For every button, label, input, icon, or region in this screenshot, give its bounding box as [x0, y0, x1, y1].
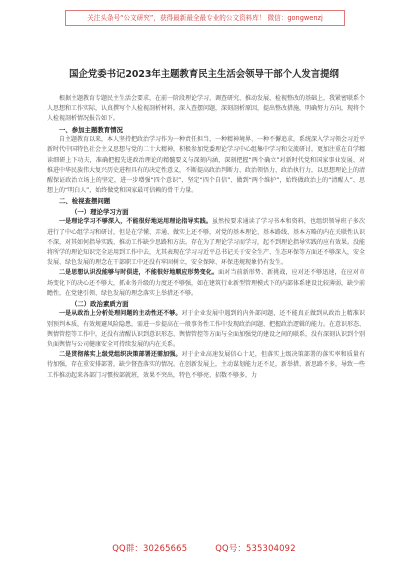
problem-item-1 — [47, 217, 365, 268]
problem-item-3 — [47, 309, 365, 350]
problem-item-2 — [47, 268, 365, 299]
footer-qq-number: QQ号：535304092 — [215, 543, 296, 553]
problem-item-1-lead: 一是理论学习不够深入，不能很好地运用理论指导实践。 — [59, 218, 213, 226]
problem-item-3-body: 对于企业发展中遇到的内外部问题，还不能真正做到从政治上精准识别预判本质，有效规避风险隐患，需进一步提高在一般事务性工作中发现政治问题、把握政治逻辑的能力。在意识形态、舆情管控等工作中，还没有清醒认识到意识形态、舆情管控等方面与全面加强党的建设之间的联系，没有深刻认识到个别负面舆情与公司健康安全可持续发展的内在关系。 — [47, 310, 366, 349]
section-heading-2: 二、检视查摆问题 — [59, 197, 111, 206]
subsection-heading-theory: （一）理论学习方面 — [71, 207, 129, 216]
intro-paragraph: 根据主题教育专题民主生活会要求，在前一阶段理论学习、调查研究、推动发展、检视整改的基础上，我紧密联系个人思想和工作实际，认真撰写个人检视剖析材料，深入查摆问题，深刻剖析原因，提出整改措施，明确努力方向，现将个人检视剖析情况报告如下。 — [47, 95, 366, 123]
document-title: 国企党委书记2023年主题教育民主生活会领导干部个人发言提纲 — [69, 69, 339, 80]
problem-item-1-body: 虽然按要求通读了学习书本和资料，也组织领导班子多次进行了中心组学习和研讨，但是在学懂、弄通、做实上还不够，对党的基本理论、基本路线、基本方略的内在关联性认识不深，对其如何指导实践、推动工作缺少思路和方法。存在为了理论学习而学习，起不到理论指导实践的应有效果。没能将所学的理论知识完全运用到工作中去，尤其表现在学习习近平总书记关于安全生产、生态环保等方面还不够深入，安全发展、绿色发展的理念在干部职工中还没有牢固树立，安全保障、环保违规现象仍有发生。 — [47, 218, 366, 267]
promo-banner[interactable]: 关注头条号“公文研究”，获得最新最全最专业的公文资料库！ 微信：gongwenzj — [65, 10, 345, 26]
document-body — [47, 94, 365, 381]
problem-item-2-body: 面对当前新形势、新挑战，应对还不够迅速，在应对市场变化下的决心还不够大，抓业务升级的力度还不够强，如在建筑行业新型管理模式下的内部体系建设比较薄弱，缺少前瞻性，在党建引领、绿色发展的理念落实上举措还不够。 — [47, 269, 366, 297]
problem-item-2-lead: 二是思想认识没能够与时俱进，不能很好地顺应形势变化。 — [59, 269, 219, 277]
problem-item-4-body: 对于企业高速发展信心十足，但落实上级决策部署的落实率和质量有待加强，存在重安排部署，缺少督查落实的情况。在创新发展上，主动谋划能力还不足，新举措、新思路不多，导致一些工作推动起来各部门习惯按部就班，效果不突出，特色不够亮、招数不够多，力 — [47, 351, 366, 379]
footer-qq-group: QQ群：30265665 — [112, 543, 188, 553]
section-heading-1: 一、参加主题教育情况 — [59, 125, 123, 134]
problem-item-4 — [47, 350, 365, 381]
subsection-heading-politics: （二）政治素质方面 — [71, 299, 129, 308]
problem-item-4-lead: 二是贯彻落实上级党组织决策部署还需加强。 — [59, 351, 182, 359]
problem-item-3-lead: 一是从政治上分析处理问题的主动性还不够。 — [59, 310, 182, 318]
footer-contact — [0, 542, 408, 554]
section-1-paragraph: 自主题教育以来，本人坚持把政治学习作为一种责任担当、一种精神境界、一种不懈追求，系统深入学习领会习近平新时代中国特色社会主义思想与党的二十大精神，积极参加党委理论学习中心组集中学习和交流研讨，更加注重在自学精读细研上下功夫，准确把握先进政治理论的精髓要义与深刻内涵，深刻把握“两个确立”对新时代党和国家事业发展、对推进中华民族伟大复兴历史进程具有的决定性意义，不断提高政治判断力、政治领悟力、政治执行力，以思想理论上的清醒保证政治立场上的坚定，进一步增强“四个意识”、坚定“四个自信”、做到“两个维护”，始终做政治上的“清醒人”、思想上的“明白人”，始终做党和国家最可信赖的骨干力量。 — [47, 136, 366, 195]
